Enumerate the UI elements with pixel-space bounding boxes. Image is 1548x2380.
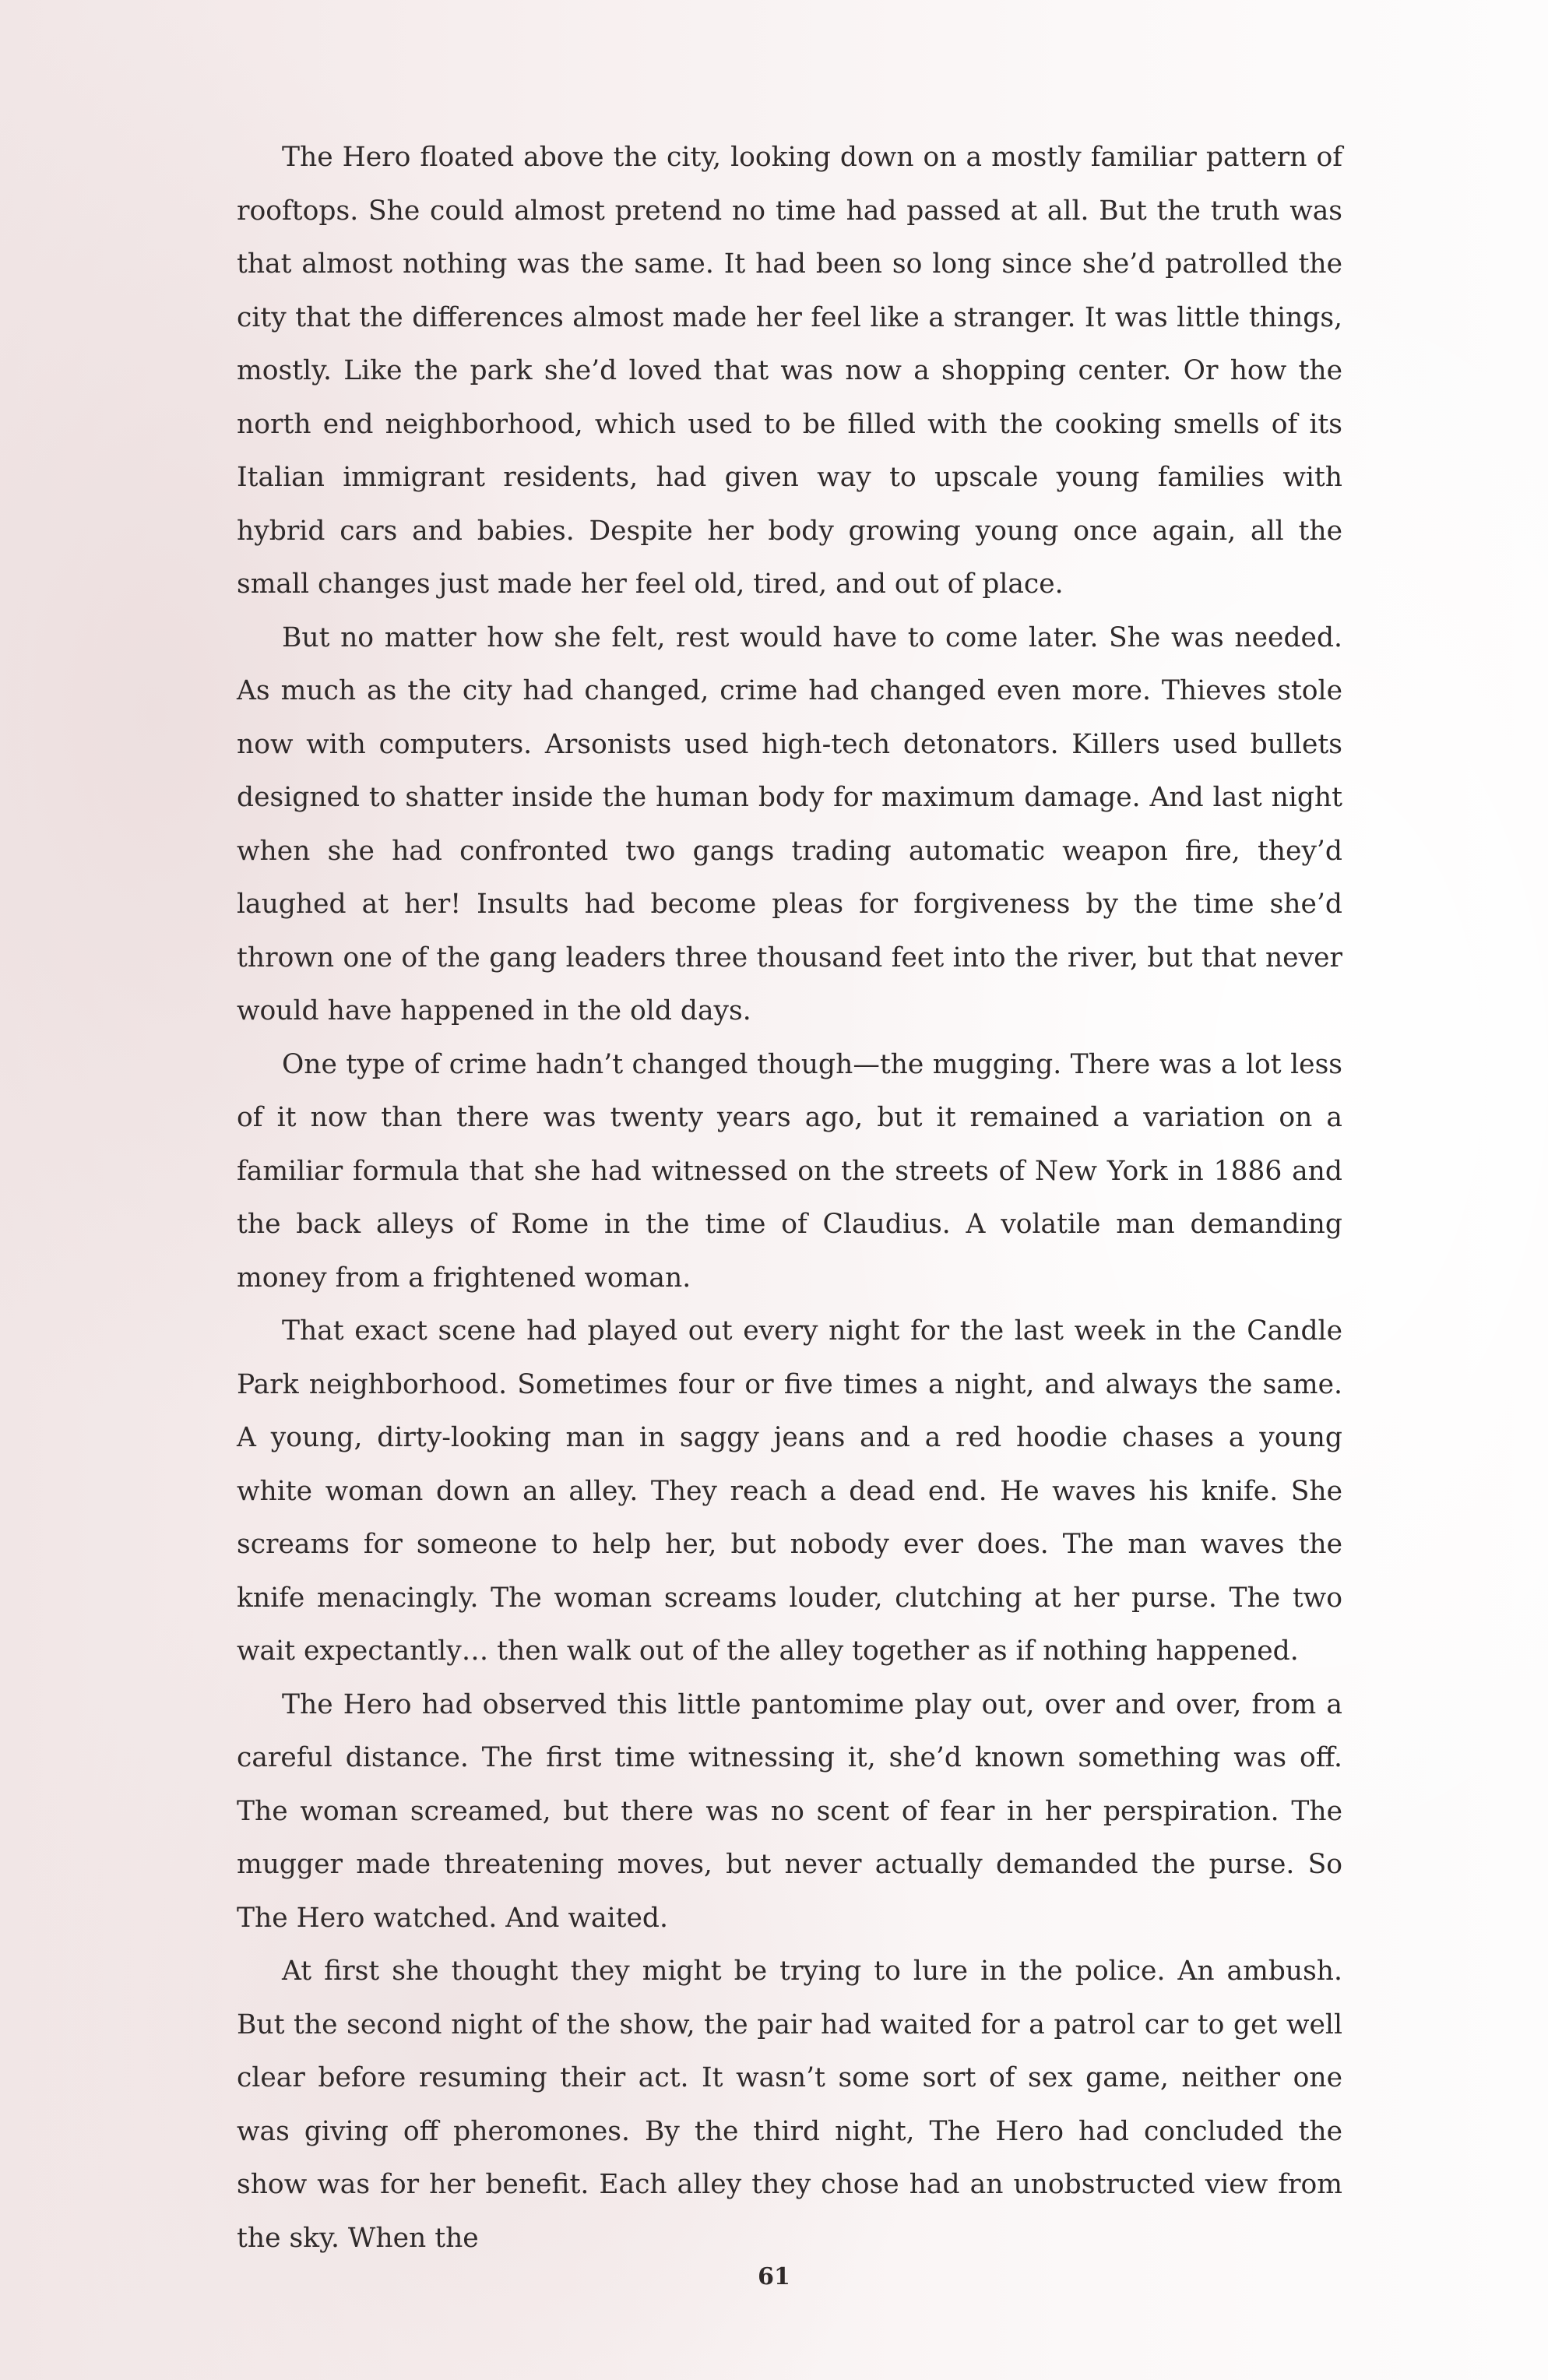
body-text xyxy=(237,131,1342,2265)
paragraph-1: The Hero floated above the city, looking down on a mostly familiar pattern of rooftops. She could almost pretend no time had passed at all. But the truth was that almost nothing was the same. It had been so long since she’d patrolled the city that the differences almost made her feel like a stranger. It was little things, mostly. Like the park she’d loved that was now a shopping center. Or how the north end neighborhood, which used to be filled with the cooking smells of its Italian immigrant residents, had given way to upscale young families with hybrid cars and babies. Despite her body growing young once again, all the small changes just made her feel old, tired, and out of place. xyxy=(237,142,1342,600)
paragraph-3: One type of crime hadn’t changed though—the mugging. There was a lot less of it now than there was twenty years ago, but it remained a variation on a familiar formula that she had witnessed on the streets of New York in 1886 and the back alleys of Rome in the time of Claudius. A volatile man demanding money from a frightened woman. xyxy=(237,1048,1342,1294)
page-number: 61 xyxy=(758,2263,790,2290)
paragraph-5: The Hero had observed this little pantomime play out, over and over, from a careful distance. The first time witnessing it, she’d known something was off. The woman screamed, but there was no scent of fear in her perspiration. The mugger made threatening moves, but never actually demanded the purse. So The Hero watched. And waited. xyxy=(237,1688,1342,1934)
paragraph-2: But no matter how she felt, rest would have to come later. She was needed. As much as the city had changed, crime had changed even more. Thieves stole now with computers. Arsonists used high-tech detonators. Killers used bullets designed to shatter inside the human body for maximum damage. And last night when she had confronted two gangs trading automatic weapon fire, they’d laughed at her! Insults had become pleas for forgiveness by the time she’d thrown one of the gang leaders three thousand feet into the river, but that never would have happened in the old days. xyxy=(237,621,1342,1026)
paragraph-4: That exact scene had played out every night for the last week in the Candle Park neighborhood. Sometimes four or five times a night, and always the same. A young, dirty-looking man in saggy jeans and a red hoodie chases a young white woman down an alley. They reach a dead end. He waves his knife. She screams for someone to help her, but nobody ever does. The man waves the knife menacingly. The woman screams louder, clutching at her purse. The two wait expectantly… then walk out of the alley together as if nothing happened. xyxy=(237,1315,1342,1667)
paragraph-6: At first she thought they might be trying to lure in the police. An ambush. But the second night of the show, the pair had waited for a patrol car to get well clear before resuming their act. It wasn’t some sort of sex game, neither one was giving off pheromones. By the third night, The Hero had concluded the show was for her benefit. Each alley they chose had an unobstructed view from the sky. When the xyxy=(237,1956,1342,2254)
